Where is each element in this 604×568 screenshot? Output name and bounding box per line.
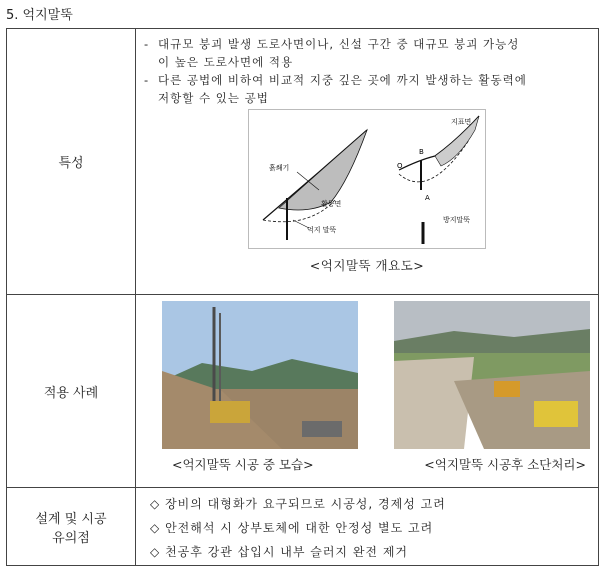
slope-face — [394, 357, 474, 449]
diagram-label: A — [425, 194, 430, 202]
diamond-bullet: ◇ — [150, 497, 161, 511]
label-line: 설계 및 시공 — [35, 511, 107, 527]
note-text: 안전해석 시 상부토체에 대한 안정성 별도 고려 — [165, 521, 434, 535]
desc-text: 대규모 붕괴 발생 도로사면이나, 신설 구간 중 대규모 붕괴 가능성 — [158, 37, 520, 51]
diagram-label: 흙쐐기 — [269, 164, 290, 172]
note-item — [150, 516, 590, 540]
bullet-dash: - — [144, 37, 150, 51]
note-text: 장비의 대형화가 요구되므로 시공성, 경제성 고려 — [165, 497, 446, 511]
note-text: 천공후 강관 삽입시 내부 슬러지 완전 제거 — [165, 545, 409, 559]
diagram-label: 억지 말뚝 — [307, 226, 337, 234]
vehicle — [302, 421, 342, 437]
row-label-characteristics: 특성 — [7, 29, 136, 295]
photo-row — [136, 295, 598, 449]
desc-line — [144, 89, 590, 107]
note-item — [150, 492, 590, 516]
desc-text: 이 높은 도로사면에 적용 — [158, 55, 294, 69]
method-table — [6, 28, 599, 566]
cases-content — [136, 295, 599, 488]
desc-line — [144, 53, 590, 71]
truck — [534, 401, 578, 427]
row-characteristics — [7, 29, 599, 295]
diagram-caption: <억지말뚝 개요도> — [309, 258, 425, 273]
pile-overview-diagram — [248, 109, 486, 249]
notes-content — [136, 488, 599, 566]
desc-text: 저항할 수 있는 공법 — [158, 91, 269, 105]
photo-caption-right: <억지말뚝 시공후 소단처리> — [424, 457, 586, 472]
pile-drilling-photo — [162, 301, 358, 449]
row-label-cases: 적용 사례 — [7, 295, 136, 488]
diagram-label: 지표면 — [451, 118, 472, 126]
bullet-dash: - — [144, 73, 150, 87]
excavator — [494, 381, 520, 397]
note-item — [150, 540, 590, 564]
notes-list — [136, 488, 598, 564]
soil-wedge — [279, 130, 367, 210]
diagram-label: 방지말뚝 — [443, 216, 471, 224]
row-label-notes — [7, 488, 136, 566]
diagram-label: 활동면 — [321, 200, 342, 208]
row-cases — [7, 295, 599, 488]
photo-captions — [136, 449, 598, 473]
label-line: 유의점 — [52, 530, 90, 546]
completed-photo — [394, 301, 590, 449]
diagram-label: B — [419, 148, 424, 156]
characteristics-description — [136, 29, 598, 107]
desc-text: 다른 공법에 비하여 비교적 지중 깊은 곳에 까지 발생하는 활동력에 — [158, 73, 527, 87]
section-title: 5. 억지말뚝 — [6, 8, 73, 23]
diamond-bullet: ◇ — [150, 521, 161, 535]
diamond-bullet: ◇ — [150, 545, 161, 559]
photo-caption-left: <억지말뚝 시공 중 모습> — [172, 457, 314, 472]
rig-body — [210, 401, 250, 423]
desc-line — [144, 35, 590, 53]
slope-treatment-photo — [394, 301, 590, 449]
construction-photo — [162, 301, 358, 449]
characteristics-content — [136, 29, 599, 295]
diagram-container — [136, 109, 598, 252]
desc-line — [144, 71, 590, 89]
row-notes — [7, 488, 599, 566]
diagram-label: O — [397, 162, 403, 170]
